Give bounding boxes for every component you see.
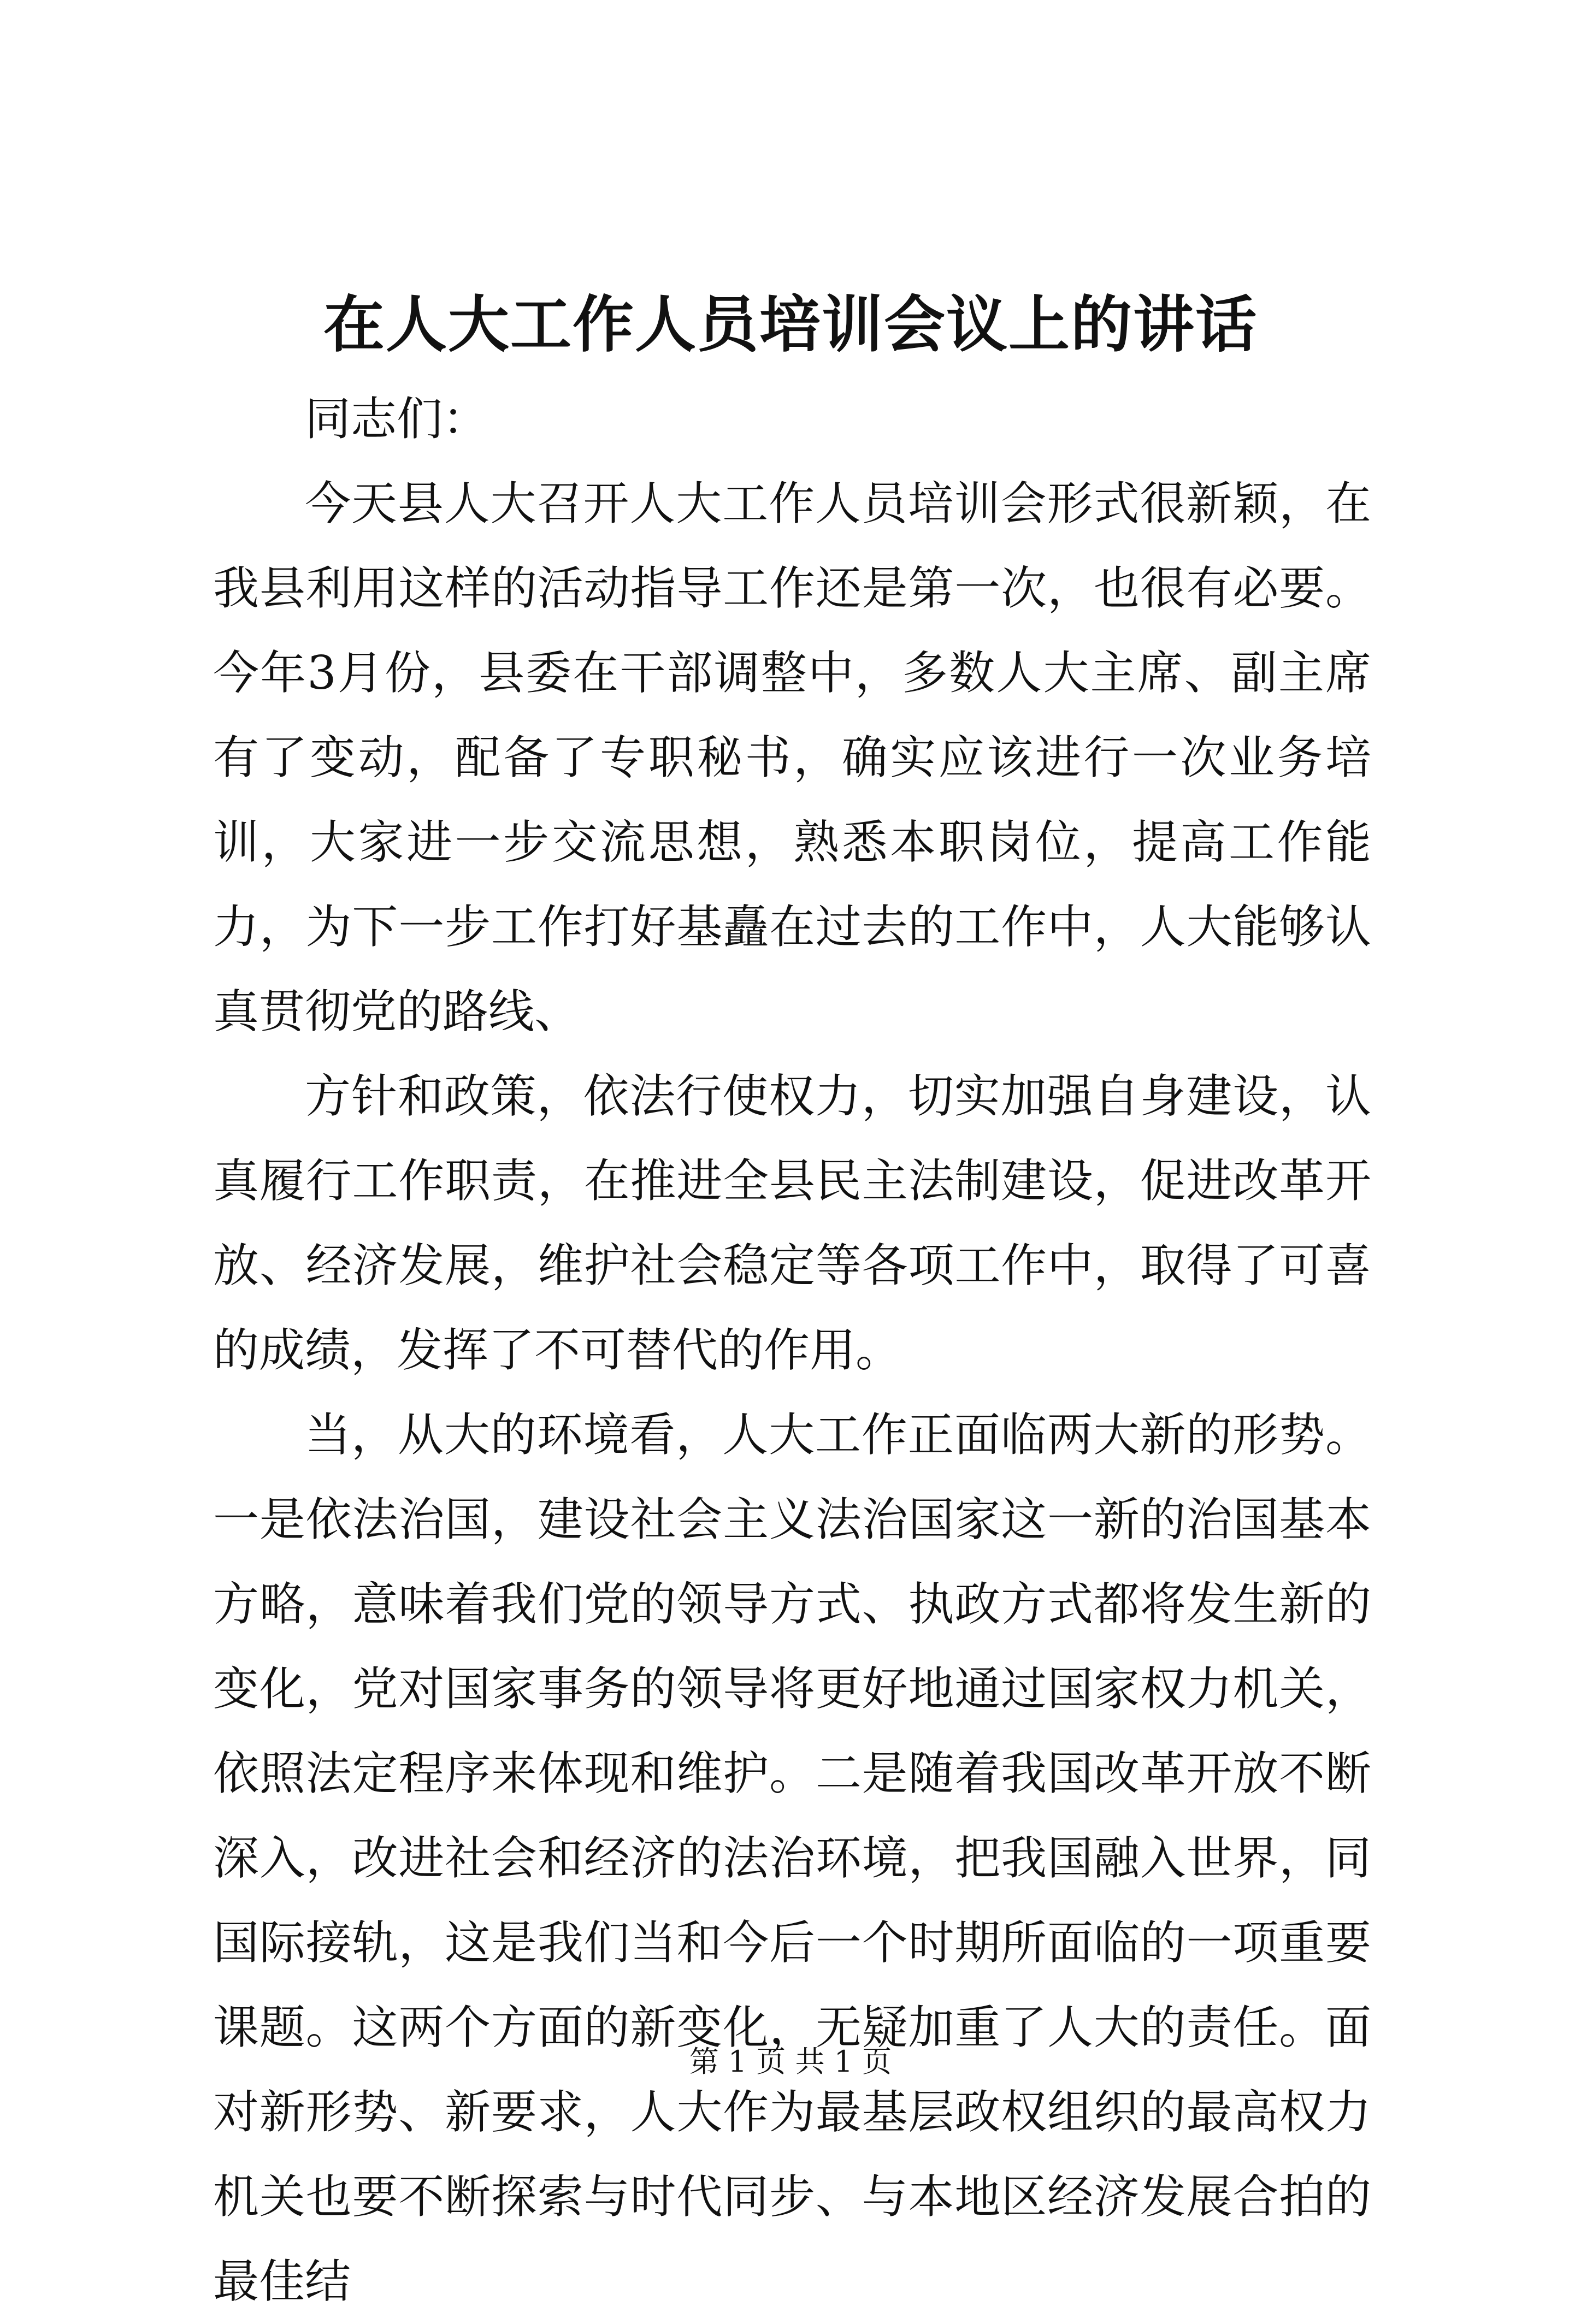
paragraph-2: 方针和政策，依法行使权力，切实加强自身建设，认真履行工作职责，在推进全县民主法制建设，促进改革开放、经济发展，维护社会稳定等各项工作中，取得了可喜的成绩，发挥了不可替代的作用。 xyxy=(213,1069,1371,1377)
salutation: 同志们： xyxy=(305,392,489,446)
paragraph-1: 今天县人大召开人大工作人员培训会形式很新颖，在我县利用这样的活动指导工作还是第一次，也很有必要。今年3月份，县委在干部调整中，多数人大主席、副主席有了变动，配备了专职秘书，确实应该进行一次业务培训，大家进一步交流思想，熟悉本职岗位，提高工作能力，为下一步工作打好基矗在过去的工作中，人大能够认真贯彻党的路线、 xyxy=(213,477,1371,1038)
document-body xyxy=(213,377,1371,2324)
page-number-footer: 第 1 页 共 1 页 xyxy=(689,2044,892,2079)
document-title: 在人大工作人员培训会议上的讲话 xyxy=(323,289,1258,360)
paragraph-3: 当，从大的环境看，人大工作正面临两大新的形势。一是依法治国，建设社会主义法治国家这一新的治国基本方略，意味着我们党的领导方式、执政方式都将发生新的变化，党对国家事务的领导将更好地通过国家权力机关，依照法定程序来体现和维护。二是随着我国改革开放不断深入，改进社会和经济的法治环境，把我国融入世界，同国际接轨，这是我们当和今后一个时期所面临的一项重要课题。这两个方面的新变化，无疑加重了人大的责任。面对新形势、新要求，人大作为最基层政权组织的最高权力机关也要不断探索与时代同步、与本地区经济发展合拍的最佳结 xyxy=(213,1408,1371,2308)
